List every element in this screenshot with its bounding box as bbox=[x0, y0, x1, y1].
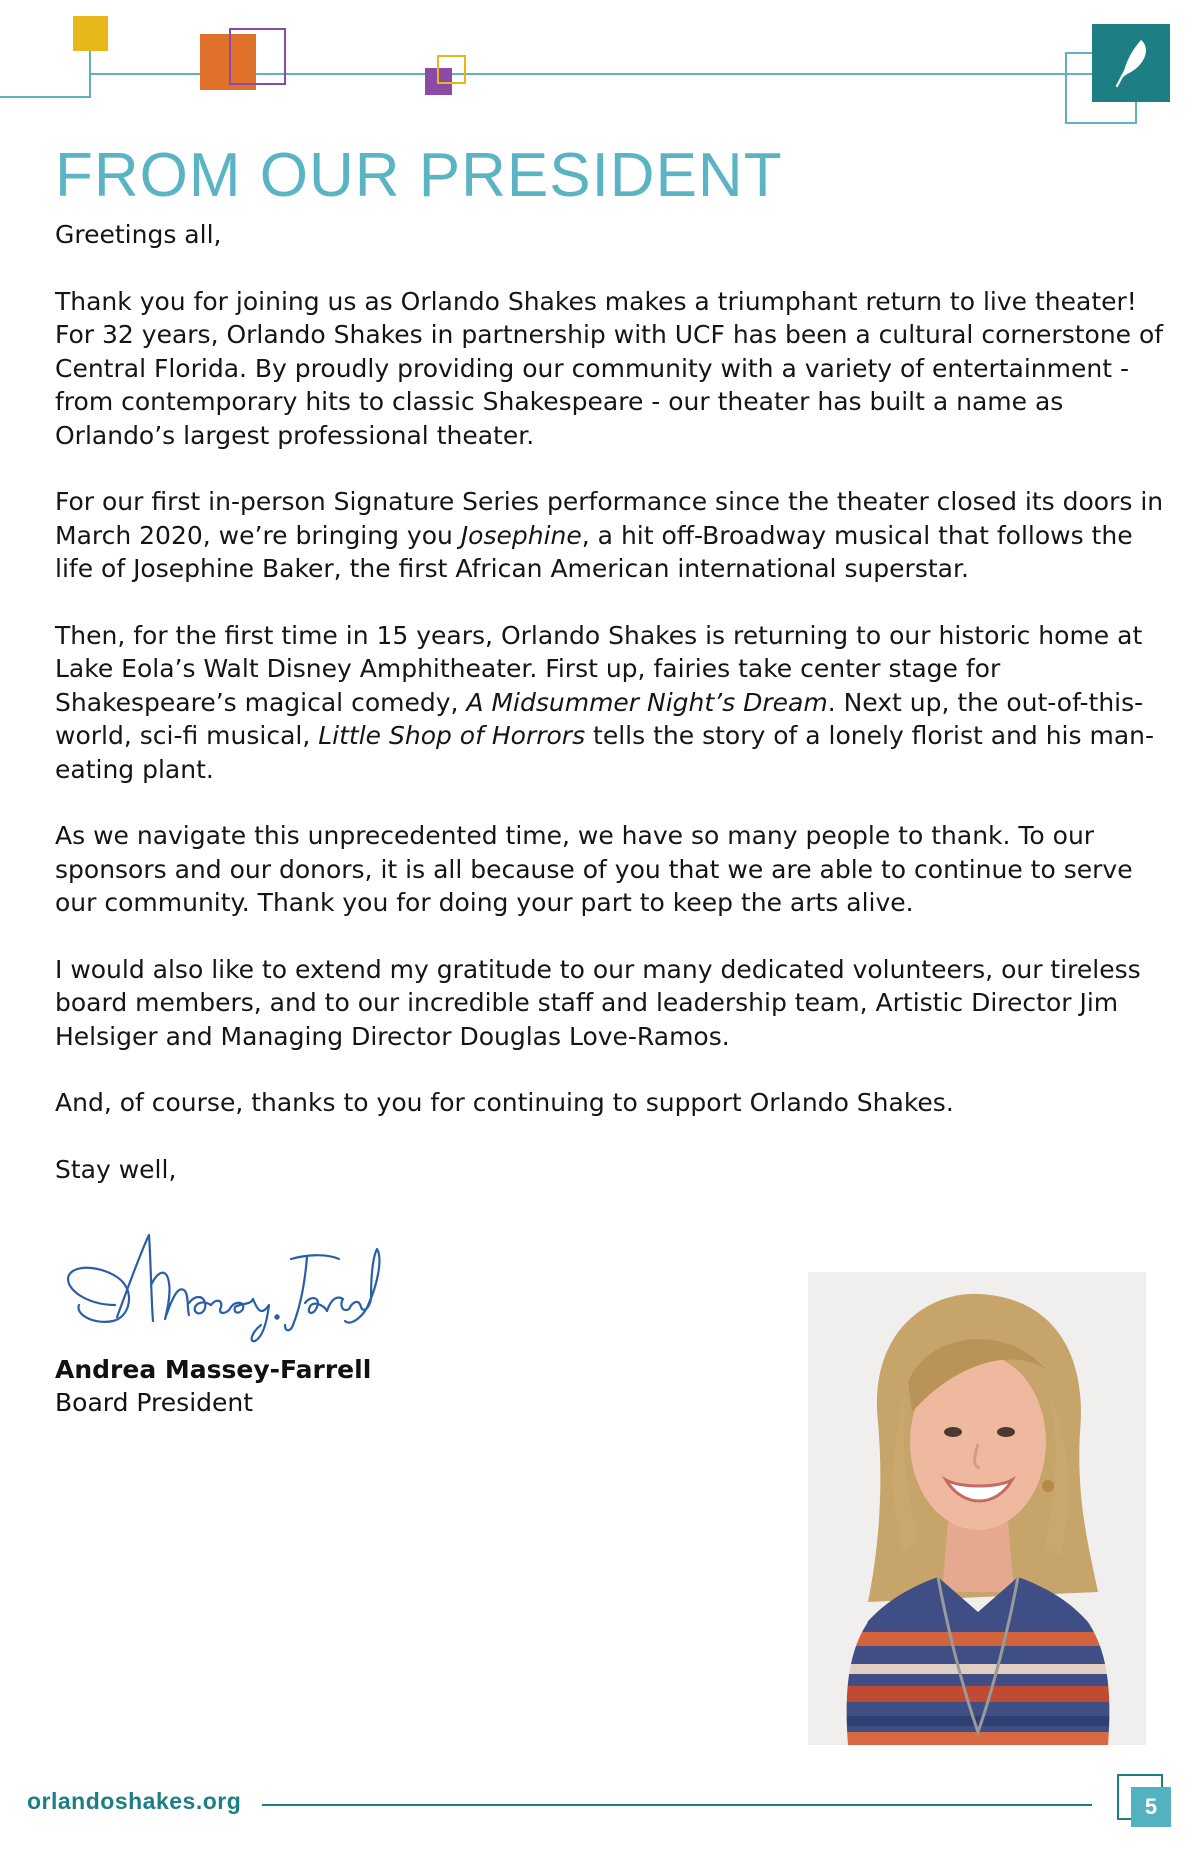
paragraph-2-text-b: , a hit off-Broadway musical that follows the life of Josephine Baker, the first African American international superstar. bbox=[55, 520, 1133, 583]
footer-website: orlandoshakes.org bbox=[27, 1788, 242, 1814]
signer-name: Andrea Massey-Farrell bbox=[55, 1355, 372, 1384]
letter-body bbox=[55, 218, 1165, 1219]
footer-divider bbox=[262, 1804, 1092, 1806]
paragraph-1: Thank you for joining us as Orlando Shakes makes a triumphant return to live theater! For 32 years, Orlando Shakes in partnership with UCF has been a cultural cornerstone of Central Florida. By proudly providing our community with a variety of entertainment - from contemporary hits to classic Shakespeare - our theater has built a name as Orlando’s largest professional theater. bbox=[55, 286, 1164, 450]
paragraph-3-text-c: tells the story of a lonely florist and his man-eating plant. bbox=[55, 721, 1155, 784]
signature-image bbox=[55, 1225, 385, 1345]
closing: Stay well, bbox=[55, 1154, 177, 1184]
greeting: Greetings all, bbox=[55, 220, 222, 249]
president-photo bbox=[808, 1272, 1146, 1745]
paragraph-3 bbox=[55, 619, 1165, 787]
signer-block bbox=[55, 1353, 371, 1419]
paragraph-3-text-a: Then, for the first time in 15 years, Orlando Shakes is returning to our historic home at Lake Eola’s Walt Disney Amphitheater. First up, fairies take center stage for Shakespeare’s magical comedy, bbox=[55, 620, 1143, 717]
purple-outline-square bbox=[229, 28, 286, 85]
paragraph-2 bbox=[55, 485, 1165, 586]
feather-icon bbox=[1111, 38, 1151, 88]
show-title-josephine: Josephine bbox=[460, 520, 582, 550]
show-title-little-shop: Little Shop of Horrors bbox=[318, 721, 586, 750]
page-title: FROM OUR PRESIDENT bbox=[55, 141, 783, 210]
page-number: 5 bbox=[1131, 1787, 1171, 1827]
portrait-illustration bbox=[808, 1272, 1146, 1745]
paragraph-6: And, of course, thanks to you for continuing to support Orlando Shakes. bbox=[55, 1088, 954, 1117]
paragraph-2-text-a: For our first in-person Signature Series performance since the theater closed its doors in March 2020, we’re bringing you bbox=[55, 487, 1164, 550]
paragraph-4: As we navigate this unprecedented time, we have so many people to thank. To our sponsors and our donors, it is all because of you that we are able to continue to serve our community. Thank you for doing your part to keep the arts alive. bbox=[55, 821, 1133, 917]
decor-line bbox=[0, 96, 90, 98]
show-title-midsummer: A Midsummer Night’s Dream bbox=[466, 687, 828, 717]
yellow-outline-square bbox=[437, 55, 466, 84]
paragraph-5: I would also like to extend my gratitude to our many dedicated volunteers, our tireless board members, and to our incredible staff and leadership team, Artistic Director Jim Helsiger and Managing Director Douglas Love-Ramos. bbox=[55, 954, 1141, 1051]
signer-role: Board President bbox=[55, 1388, 254, 1417]
feather-badge bbox=[1092, 24, 1170, 102]
paragraph-3-text-b: . Next up, the out-of-this-world, sci-fi musical, bbox=[55, 687, 1144, 750]
decor-line bbox=[89, 44, 91, 98]
yellow-square bbox=[73, 16, 108, 51]
